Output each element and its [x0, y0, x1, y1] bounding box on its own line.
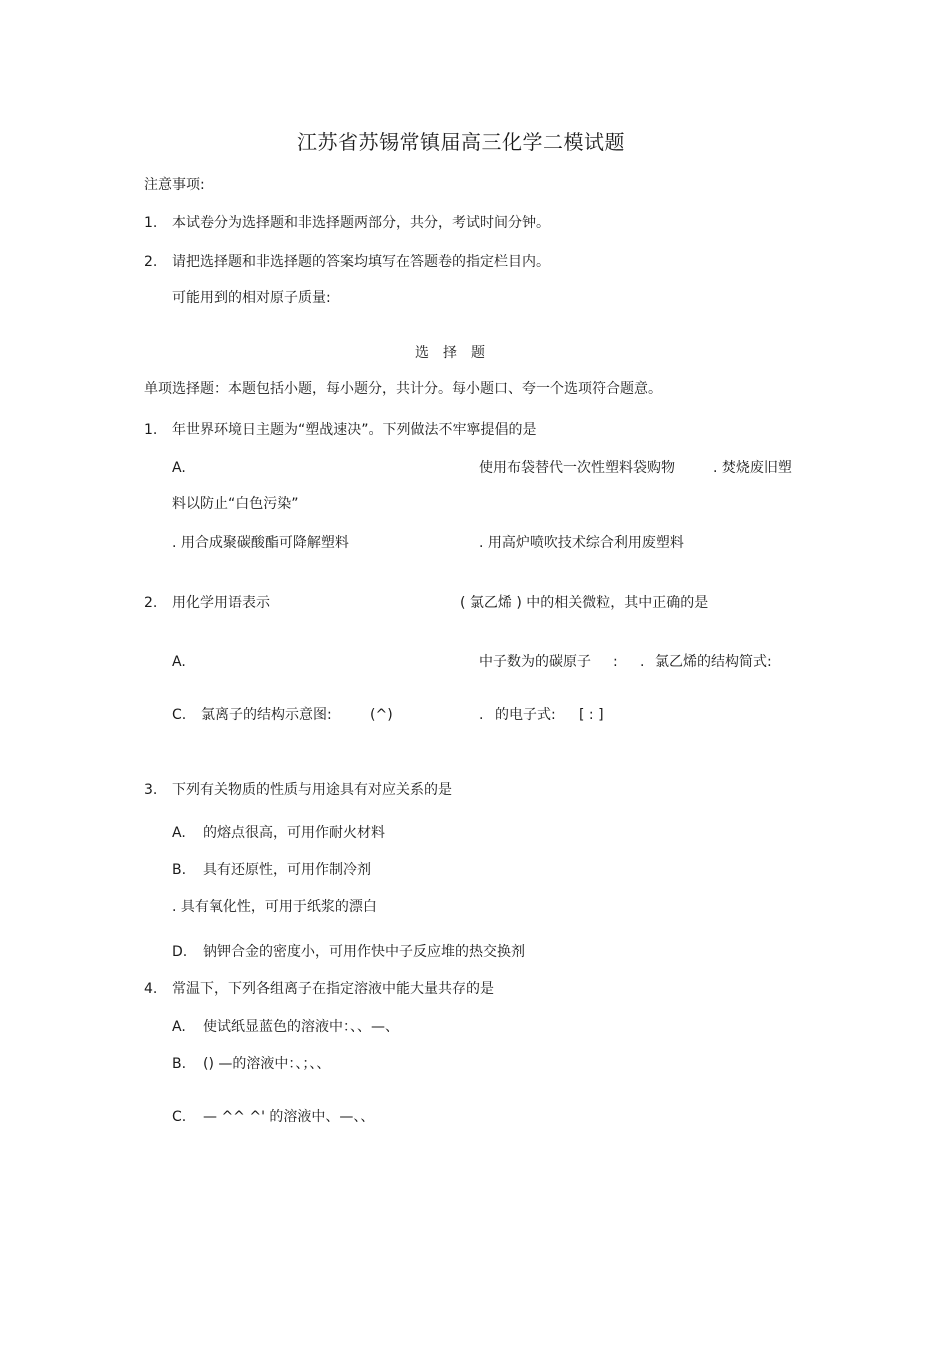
q2-option-a-text: 中子数为的碳原子	[479, 654, 591, 670]
q3-stem: 下列有关物质的性质与用途具有对应关系的是	[172, 782, 452, 798]
q4-stem: 常温下，下列各组离子在指定溶液中能大量共存的是	[172, 981, 494, 997]
q1-stem: 年世界环境日主题为“塑战速决”。下列做法不牢寧提倡的是	[172, 422, 537, 438]
q2-option-b-text: 氯乙烯的结构简式:	[655, 654, 772, 670]
q2-option-b-dot: .	[640, 654, 645, 670]
q2-stem-left: 用化学用语表示	[172, 595, 270, 611]
q4-option-b-label: B.	[172, 1056, 187, 1072]
notice-2-text: 请把选择题和非选择题的答案均填写在答题卷的指定栏目内。	[172, 254, 550, 270]
notice-heading: 注意事项:	[144, 177, 205, 193]
q2-option-a-label: A.	[172, 654, 186, 670]
page-title: 江苏省苏锡常镇届高三化学二模试题	[297, 130, 625, 154]
atomic-mass-line: 可能用到的相对原子质量:	[172, 290, 331, 306]
q2-number: 2.	[144, 595, 158, 611]
q3-number: 3.	[144, 782, 158, 798]
q2-option-a-colon: :	[613, 654, 618, 670]
q3-option-a-label: A.	[172, 825, 186, 841]
q2-option-d-text: 的电子式:	[495, 707, 556, 723]
q1-number: 1.	[144, 422, 158, 438]
section-title: 选择题	[415, 345, 499, 361]
q1-option-c-text: . 用合成聚碳酸酯可降解塑料	[172, 535, 349, 551]
q3-option-b-text: 具有还原性，可用作制冷剂	[203, 862, 371, 878]
q3-option-c-text: . 具有氧化性，可用于纸浆的漂白	[172, 899, 377, 915]
q2-option-c-diagram: (^)	[370, 707, 393, 723]
notice-1-number: 1.	[144, 215, 158, 231]
q3-option-d-text: 钠钾合金的密度小，可用作快中子反应堆的热交换剂	[203, 944, 525, 960]
q3-option-d-label: D.	[172, 944, 188, 960]
q2-option-c-label: C.	[172, 707, 187, 723]
q4-option-c-text: — ^^ ^' 的溶液中、—、、	[203, 1109, 375, 1125]
notice-1-text: 本试卷分为选择题和非选择题两部分，共分，考试时间分钟。	[172, 215, 550, 231]
q2-option-d-dot: .	[479, 707, 484, 723]
q2-option-d-formula: [ : ]	[579, 707, 604, 723]
q2-stem-right: ( 氯乙烯 ) 中的相关微粒，其中正确的是	[460, 595, 709, 611]
q4-option-a-text: 使试纸显蓝色的溶液中：、、—、	[203, 1019, 399, 1035]
q4-number: 4.	[144, 981, 158, 997]
q4-option-c-label: C.	[172, 1109, 187, 1125]
q1-option-d-text: . 用高炉喷吹技术综合利用废塑料	[479, 535, 684, 551]
q1-option-a-label: A.	[172, 460, 186, 476]
q1-option-b-text: . 焚烧废旧塑	[713, 460, 792, 476]
notice-2-number: 2.	[144, 254, 158, 270]
q4-option-a-label: A.	[172, 1019, 186, 1035]
q1-option-b-continuation: 料以防止“白色污染”	[172, 496, 299, 512]
q2-option-c-text: 氯离子的结构示意图:	[201, 707, 332, 723]
q1-option-a-text: 使用布袋替代一次性塑料袋购物	[479, 460, 675, 476]
q3-option-b-label: B.	[172, 862, 187, 878]
q3-option-a-text: 的熔点很高，可用作耐火材料	[203, 825, 385, 841]
single-choice-intro: 单项选择题：本题包括小题，每小题分，共计分。每小题口、夸一个选项符合题意。	[144, 381, 662, 397]
q4-option-b-text: () —的溶液中：、；、、	[203, 1056, 331, 1072]
